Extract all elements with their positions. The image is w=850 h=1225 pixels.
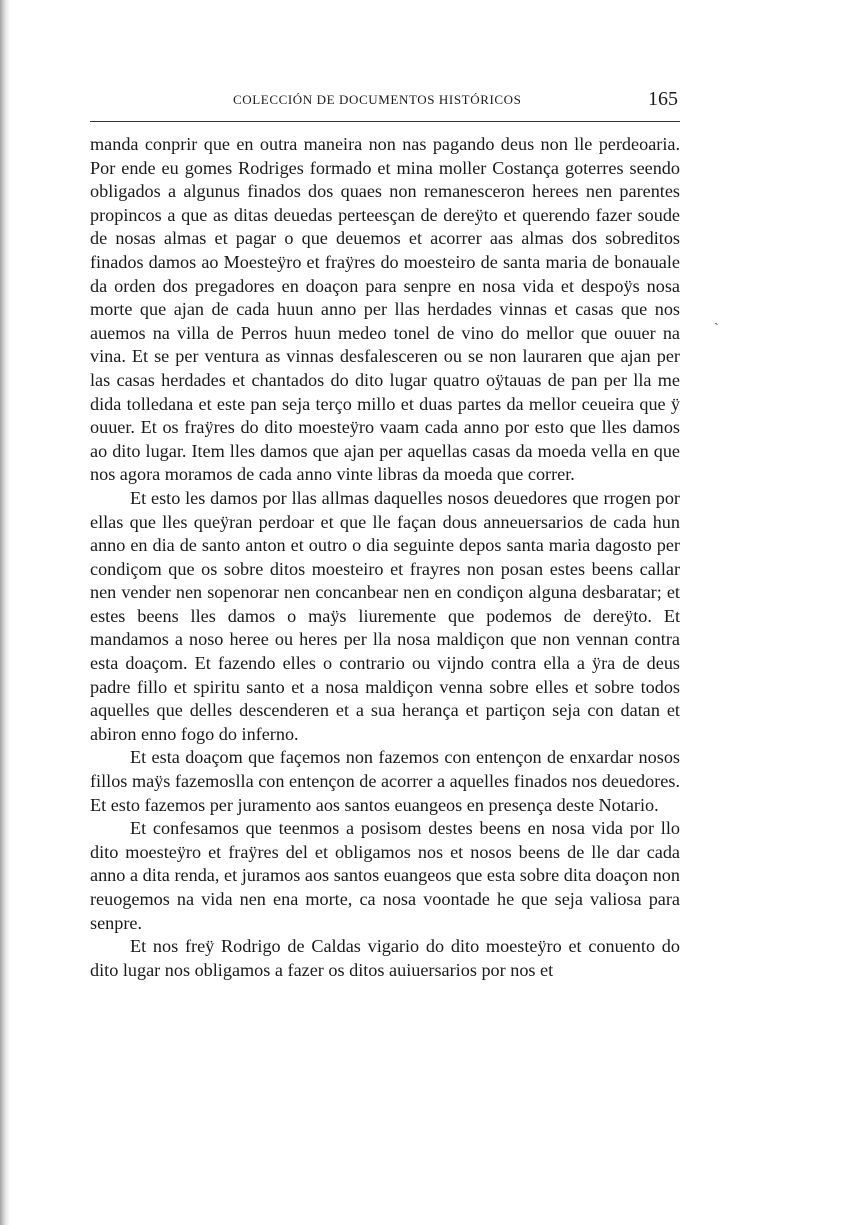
paragraph: Et esto les damos por llas allmas daquelles nosos deuedores que rrogen por ellas que lles queÿran perdoar et que lle façan dous anneuersarios de cada hun anno en dia de santo anton et outro o dia seguinte depos santa maria dagosto per condiçom que os sobre ditos moesteiro et frayres non posan estes beens callar nen vender nen sopenorar nen concanbear nen en condiçon alguna desbaratar; et estes beens lles damos o maÿs liuremente que podemos de dereÿto. Et mandamos a noso heree ou heres per lla nosa maldiçon que non vennan contra esta doaçom. Et fazendo elles o contrario ou vijndo contra ella a ÿra de deus padre fillo et spiritu santo et a nosa maldiçon venna sobre elles et sobre todos aquelles que delles descenderen et a sua herança et partiçon seja con datan et abiron enno fogo do inferno. bbox=[90, 487, 680, 744]
page-binding-edge bbox=[0, 0, 10, 1225]
paragraph: Et nos freÿ Rodrigo de Caldas vigario do dito moesteÿro et conuento do dito lugar nos obligamos a fazer os ditos auiuersarios por nos et bbox=[90, 936, 680, 980]
paragraph: manda conprir que en outra maneira non nas pagando deus non lle perdeoaria. Por ende eu gomes Rodriges formado et mina moller Costança goterres seendo obligados a algunus finados dos quaes non remanesceron herees nen parentes propincos a que as ditas deuedas perteesçan de dereÿto et querendo fazer soude de nosas almas et pagar o que deuemos et acorrer aas almas dos sobreditos finados damos ao Moesteÿro et fraÿres do moesteiro de santa maria de bonauale da orden dos pregadores en doaçon para senpre en nosa vida et despoÿs nosa morte que ajan de cada huun anno per llas herdades vinnas et casas que nos auemos na villa de Perros huun medeo tonel de vino do mellor que ouuer na vina. Et se per ventura as vinnas desfalesceren ou se non lauraren que ajan per las casas herdades et chantados do dito lugar quatro oÿtauas de pan per lla me dida tolledana et este pan seja terço millo et duas partes da mellor ceueira que ÿ ouuer. Et os fraÿres do dito moesteÿro vaam cada anno por esto que lles damos ao dito lugar. Item lles damos que ajan per aquellas casas da moeda vella en que nos agora moramos de cada anno vinte libras da moeda que correr. bbox=[90, 134, 680, 485]
running-head bbox=[233, 88, 678, 116]
body-text bbox=[90, 133, 680, 982]
page-number: 165 bbox=[648, 88, 678, 110]
paragraph: Et esta doaçom que façemos non fazemos con entençon de enxardar nosos fillos maÿs fazemoslla con entençon de acorrer a aquelles finados nos deuedores. Et esto fazemos per juramento aos santos euangeos en presença deste Notario. bbox=[90, 747, 680, 815]
stray-ink-mark: ˎ bbox=[714, 311, 719, 326]
running-title: COLECCIÓN DE DOCUMENTOS HISTÓRICOS bbox=[233, 92, 522, 107]
header-rule bbox=[90, 121, 680, 122]
paragraph: Et confesamos que teenmos a posisom destes beens en nosa vida por llo dito moesteÿro et fraÿres del et obligamos nos et nosos beens de lle dar cada anno a dita renda, et juramos aos santos euangeos que esta sobre dita doaçon non reuogemos na vida nen ena morte, ca nosa voontade he que seja valiosa para senpre. bbox=[90, 818, 680, 933]
